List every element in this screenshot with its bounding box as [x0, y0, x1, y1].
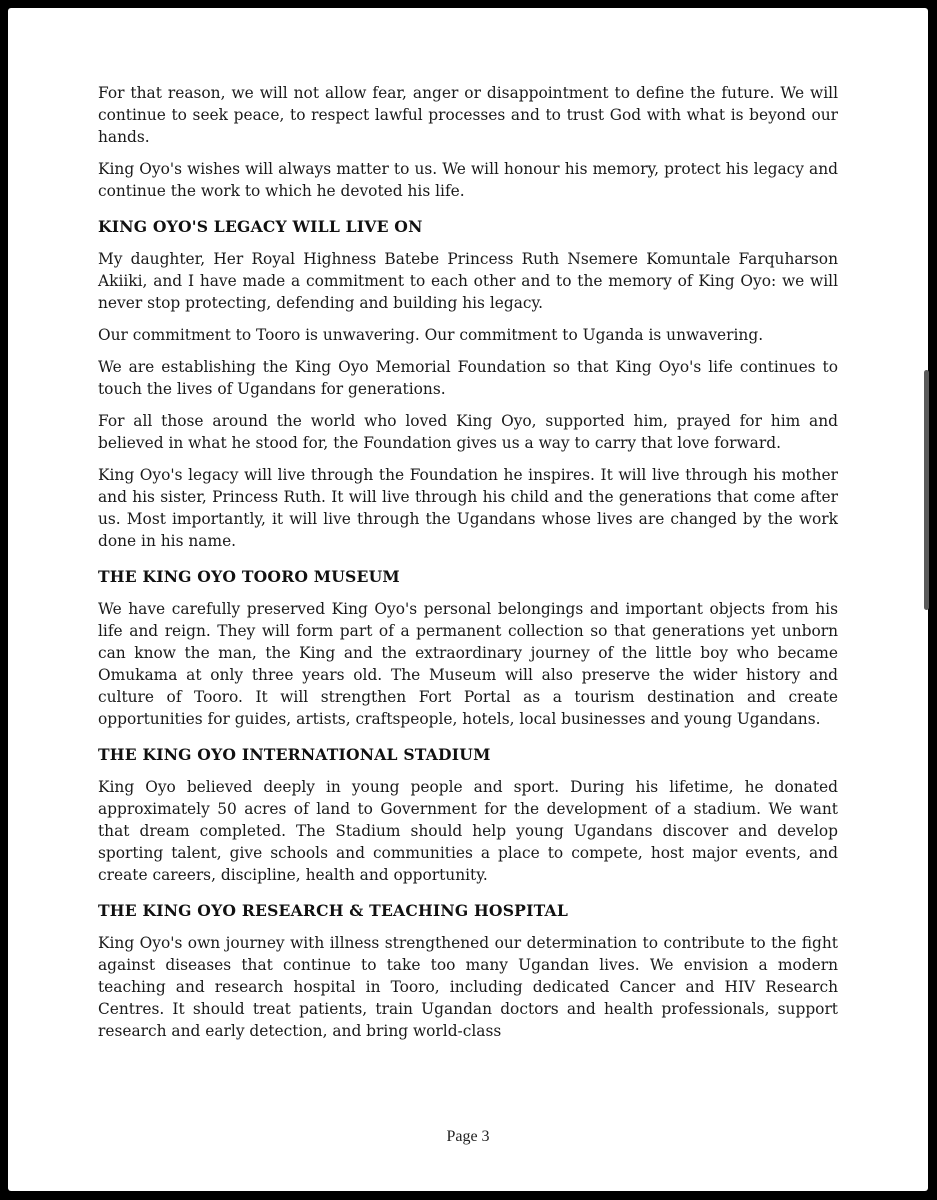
section-heading-hospital: THE KING OYO RESEARCH & TEACHING HOSPITAL [98, 901, 568, 920]
intro-paragraph-2: King Oyo's wishes will always matter to us. We will honour his memory, protect his legacy and continue the work to which he devoted his life. [98, 160, 838, 200]
legacy-paragraph-2: Our commitment to Tooro is unwavering. Our commitment to Uganda is unwavering. [98, 326, 764, 344]
section-heading-stadium: THE KING OYO INTERNATIONAL STADIUM [98, 745, 491, 764]
section-heading-legacy: KING OYO'S LEGACY WILL LIVE ON [98, 217, 423, 236]
legacy-paragraph-3: We are establishing the King Oyo Memorial Foundation so that King Oyo's life continues to touch the lives of Ugandans for generations. [98, 358, 838, 398]
legacy-paragraph-5: King Oyo's legacy will live through the Foundation he inspires. It will live through his mother and his sister, Princess Ruth. It will live through his child and the generations that come after us. Most importantly, it will live through the Ugandans whose lives are changed by the work done in his name. [98, 466, 838, 550]
section-heading-museum: THE KING OYO TOORO MUSEUM [98, 567, 400, 586]
document-body [98, 82, 838, 1052]
intro-paragraph-1: For that reason, we will not allow fear, anger or disappointment to define the future. We will continue to seek peace, to respect lawful processes and to trust God with what is beyond our hands. [98, 84, 838, 146]
page-number: Page 3 [446, 1128, 490, 1145]
hospital-paragraph: King Oyo's own journey with illness strengthened our determination to contribute to the fight against diseases that continue to take too many Ugandan lives. We envision a modern teaching and research hospital in Tooro, including dedicated Cancer and HIV Research Centres. It should treat patients, train Ugandan doctors and health professionals, support research and early detection, and bring world-class [98, 934, 838, 1040]
legacy-paragraph-4: For all those around the world who loved King Oyo, supported him, prayed for him and believed in what he stood for, the Foundation gives us a way to carry that love forward. [98, 412, 838, 452]
museum-paragraph: We have carefully preserved King Oyo's personal belongings and important objects from his life and reign. They will form part of a permanent collection so that generations yet unborn can know the man, the King and the extraordinary journey of the little boy who became Omukama at only three years old. The Museum will also preserve the wider history and culture of Tooro. It will strengthen Fort Portal as a tourism destination and create opportunities for guides, artists, craftspeople, hotels, local businesses and young Ugandans. [98, 600, 838, 728]
document-page [8, 8, 928, 1191]
stadium-paragraph: King Oyo believed deeply in young people and sport. During his lifetime, he donated approximately 50 acres of land to Government for the development of a stadium. We want that dream completed. The Stadium should help young Ugandans discover and develop sporting talent, give schools and communities a place to compete, host major events, and create careers, discipline, health and opportunity. [98, 778, 838, 884]
legacy-paragraph-1: My daughter, Her Royal Highness Batebe Princess Ruth Nsemere Komuntale Farquharson Akiiki, and I have made a commitment to each other and to the memory of King Oyo: we will never stop protecting, defending and building his legacy. [98, 250, 838, 312]
scrollbar-thumb[interactable] [924, 370, 929, 610]
